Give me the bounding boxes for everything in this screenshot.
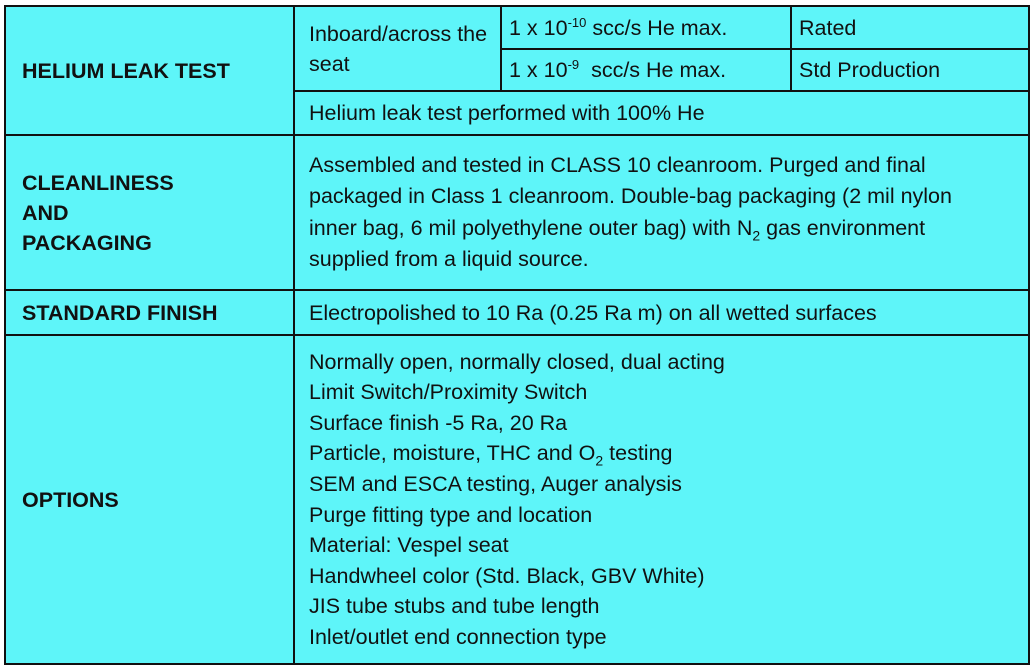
helium-production-value <box>501 49 791 91</box>
cleanliness-header-line: AND <box>22 200 69 225</box>
helium-production-exponent: -9 <box>567 56 580 72</box>
cleanliness-header <box>5 135 294 290</box>
options-item: Inlet/outlet end connection type <box>309 624 607 649</box>
options-item: Purge fitting type and location <box>309 502 593 527</box>
options-item: Normally open, normally closed, dual acting <box>309 349 725 374</box>
options-item: SEM and ESCA testing, Auger analysis <box>309 471 682 496</box>
options-item: Surface finish -5 Ra, 20 Ra <box>309 410 568 435</box>
helium-rated-unit: scc/s He max. <box>586 15 728 40</box>
helium-leak-test-header: HELIUM LEAK TEST <box>5 6 294 135</box>
options-item <box>309 438 1028 469</box>
options-item-pre: Particle, moisture, THC and O <box>309 441 596 466</box>
options-item: Limit Switch/Proximity Switch <box>309 380 588 405</box>
options-item: JIS tube stubs and tube length <box>309 594 600 619</box>
cleanliness-header-line: PACKAGING <box>22 230 152 255</box>
cleanliness-text-post: gas environment supplied from a liquid source. <box>309 215 926 271</box>
options-item: Material: Vespel seat <box>309 533 509 558</box>
helium-production-unit: scc/s He max. <box>579 58 727 82</box>
helium-direction: Inboard/across the seat <box>294 6 501 91</box>
options-item: Handwheel color (Std. Black, GBV White) <box>309 563 705 588</box>
helium-rated-base: 1 x 10 <box>509 15 568 40</box>
spec-table <box>4 5 1030 665</box>
helium-production-label: Std Production <box>791 49 1029 91</box>
cleanliness-header-line: CLEANLINESS <box>22 170 174 195</box>
helium-note: Helium leak test performed with 100% He <box>294 91 1029 135</box>
helium-production-base: 1 x 10 <box>509 58 568 82</box>
helium-rated-value <box>501 6 791 49</box>
helium-rated-label: Rated <box>791 6 1029 49</box>
cleanliness-text <box>294 135 1029 290</box>
cleanliness-text-pre: Assembled and tested in CLASS 10 cleanroom. Purged and final packaged in Class 1 cleanroom. Double-bag packaging (2 mil nylon inner bag, 6 mil polyethylene outer bag) with N <box>309 152 952 240</box>
standard-finish-header: STANDARD FINISH <box>5 290 294 335</box>
options-header: OPTIONS <box>5 335 294 664</box>
standard-finish-text: Electropolished to 10 Ra (0.25 Ra m) on all wetted surfaces <box>294 290 1029 335</box>
options-list <box>294 335 1029 664</box>
cleanliness-text-subscript: 2 <box>752 226 761 243</box>
options-item-post: testing <box>603 441 673 466</box>
helium-rated-exponent: -10 <box>567 14 587 30</box>
options-item-subscript: 2 <box>595 452 604 469</box>
